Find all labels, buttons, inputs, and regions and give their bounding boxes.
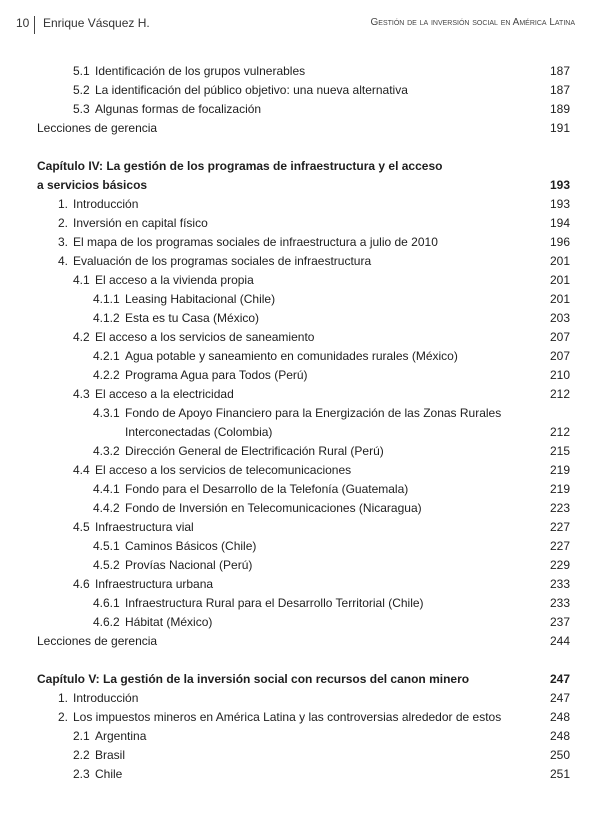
toc-entry-text: Interconectadas (Colombia) — [125, 425, 273, 439]
toc-entry-page: 250 — [549, 748, 570, 762]
toc-entry[interactable] — [0, 613, 600, 632]
toc-entry-label — [93, 366, 528, 385]
toc-entry-page: 233 — [549, 596, 570, 610]
chapter-title-text: Capítulo V: La gestión de la inversión social con recursos del canon minero — [37, 672, 470, 686]
toc-entry-number: 4.3 — [73, 387, 90, 401]
toc-entry-number: 4.1 — [73, 273, 90, 287]
section-gap — [0, 651, 600, 670]
toc-entry-page: 212 — [549, 387, 570, 401]
toc-entry-text: El acceso a los servicios de saneamiento — [95, 330, 315, 344]
toc-entry-label — [93, 347, 528, 366]
toc-entry-label — [37, 632, 528, 651]
toc-entry-label — [73, 575, 528, 594]
toc-entry[interactable] — [0, 556, 600, 575]
toc-entry-text: Lecciones de gerencia — [37, 634, 158, 648]
toc-entry-label — [73, 81, 528, 100]
toc-entry-number: 4.3.1 — [93, 406, 120, 420]
toc-entry-text: El acceso a la vivienda propia — [95, 273, 254, 287]
toc-entry-number: 4.4 — [73, 463, 90, 477]
toc-entry-text: Identificación de los grupos vulnerables — [95, 64, 306, 78]
toc-entry[interactable] — [0, 271, 600, 290]
toc-entry-label — [125, 423, 528, 442]
toc-entry[interactable] — [0, 594, 600, 613]
toc-entry-label — [58, 214, 528, 233]
chapter-title-cont[interactable] — [0, 176, 600, 195]
toc-entry-text: Infraestructura vial — [95, 520, 194, 534]
toc-entry-label — [58, 195, 528, 214]
toc-entry-page: 201 — [549, 273, 570, 287]
toc-entry-text: Fondo de Apoyo Financiero para la Energización de las Zonas Rurales — [125, 406, 502, 420]
toc-entry-label — [93, 499, 528, 518]
toc-entry-page: 201 — [549, 254, 570, 268]
toc-entry[interactable] — [0, 746, 600, 765]
toc-entry-number: 1. — [58, 691, 69, 705]
toc-entry-page: 207 — [549, 349, 570, 363]
toc-entry-label — [93, 613, 528, 632]
toc-entry-label — [58, 252, 528, 271]
toc-entry-text: Caminos Básicos (Chile) — [125, 539, 257, 553]
toc-entry[interactable] — [0, 81, 600, 100]
toc-entry-number: 4.1.1 — [93, 292, 120, 306]
toc-entry-page: 219 — [549, 482, 570, 496]
toc-entry-text: Introducción — [73, 197, 139, 211]
running-title: Gestión de la inversión social en América Latina — [370, 17, 575, 28]
toc-entry[interactable] — [0, 537, 600, 556]
toc-entry-text: Chile — [95, 767, 123, 781]
toc-entry-number: 2. — [58, 216, 69, 230]
toc-entry[interactable] — [0, 423, 600, 442]
chapter-page: 247 — [549, 672, 570, 686]
toc-entry[interactable] — [0, 214, 600, 233]
toc-entry-number: 3. — [58, 235, 69, 249]
toc-entry[interactable] — [0, 499, 600, 518]
chapter-4 — [0, 157, 600, 651]
toc-entry-text: Argentina — [95, 729, 147, 743]
toc-entry-number: 4.2 — [73, 330, 90, 344]
toc-entry-text: Introducción — [73, 691, 139, 705]
toc-entry-text: El acceso a la electricidad — [95, 387, 234, 401]
toc-entry-number: 4.3.2 — [93, 444, 120, 458]
toc-entry-label — [93, 480, 528, 499]
toc-entry-label — [73, 328, 528, 347]
toc-entry-text: Hábitat (México) — [125, 615, 213, 629]
toc-entry[interactable] — [0, 632, 600, 651]
toc-entry-label — [93, 290, 528, 309]
toc-entry-text: Provías Nacional (Perú) — [125, 558, 253, 572]
toc-entry-number: 4.1.2 — [93, 311, 120, 325]
toc-entry-page: 247 — [549, 691, 570, 705]
toc-entry-page: 223 — [549, 501, 570, 515]
toc-entry-number: 4.5.1 — [93, 539, 120, 553]
chapter-4-entries — [0, 195, 600, 651]
toc-entry-label — [73, 100, 528, 119]
toc-entry-text: Agua potable y saneamiento en comunidades rurales (México) — [125, 349, 458, 363]
toc-entry-number: 2.2 — [73, 748, 90, 762]
toc-entry-label — [73, 271, 528, 290]
toc-entry-page: 248 — [549, 729, 570, 743]
toc-entry-label — [73, 746, 528, 765]
toc-entry-text: Infraestructura Rural para el Desarrollo Territorial (Chile) — [125, 596, 424, 610]
toc-entry-label — [73, 727, 528, 746]
toc-entry-number: 2.3 — [73, 767, 90, 781]
toc-section-continued — [0, 62, 600, 138]
toc-entry-text: Los impuestos mineros en América Latina y las controversias alrededor de estos — [73, 710, 502, 724]
toc-entry-label — [93, 404, 570, 423]
chapter-5 — [0, 670, 600, 784]
toc-entry-page: 201 — [549, 292, 570, 306]
toc-entry-label — [93, 442, 528, 461]
toc-entry[interactable] — [0, 689, 600, 708]
toc-entry-label — [93, 537, 528, 556]
toc-entry-number: 2. — [58, 710, 69, 724]
toc-entry-page: 237 — [549, 615, 570, 629]
section-gap — [0, 138, 600, 157]
toc-entry-text: El acceso a los servicios de telecomunicaciones — [95, 463, 352, 477]
toc-entry-page: 191 — [549, 121, 570, 135]
toc-entry-number: 4.6.1 — [93, 596, 120, 610]
toc-entry[interactable] — [0, 765, 600, 784]
toc-entry-page: 210 — [549, 368, 570, 382]
toc-entry[interactable] — [0, 404, 600, 423]
toc-entry[interactable] — [0, 62, 600, 81]
toc-entry-label — [58, 708, 528, 727]
toc-entry[interactable] — [0, 233, 600, 252]
toc-entry-page: 233 — [549, 577, 570, 591]
toc-entry-text: Dirección General de Electrificación Rural (Perú) — [125, 444, 384, 458]
toc-entry-number: 4.5 — [73, 520, 90, 534]
toc-entry[interactable] — [0, 461, 600, 480]
toc-entry-page: 244 — [549, 634, 570, 648]
toc-entry[interactable] — [0, 309, 600, 328]
toc-entry-page: 227 — [549, 539, 570, 553]
author-name: Enrique Vásquez H. — [43, 16, 150, 30]
toc-entry-text: Programa Agua para Todos (Perú) — [125, 368, 308, 382]
toc-entry-page: 219 — [549, 463, 570, 477]
toc-entry-page: 229 — [549, 558, 570, 572]
chapter-5-entries — [0, 689, 600, 784]
toc-entry-number: 4. — [58, 254, 69, 268]
toc-entry-label — [58, 689, 528, 708]
toc-entry-page: 189 — [549, 102, 570, 116]
toc-entry-label — [93, 594, 528, 613]
toc-entry-text: Brasil — [95, 748, 126, 762]
toc-entry-label — [73, 62, 528, 81]
chapter-title-line-1: Capítulo IV: La gestión de los programas de infraestructura y el acceso — [37, 159, 443, 173]
toc-entry-label — [93, 556, 528, 575]
toc-entry[interactable] — [0, 252, 600, 271]
toc-entry-text: Infraestructura urbana — [95, 577, 214, 591]
chapter-title[interactable] — [0, 670, 600, 689]
toc-entry-number: 2.1 — [73, 729, 90, 743]
toc-entry-number: 1. — [58, 197, 69, 211]
toc-entry-page: 187 — [549, 83, 570, 97]
toc-entry-page: 212 — [549, 425, 570, 439]
toc-entry-page: 248 — [549, 710, 570, 724]
toc-entry-number: 4.6 — [73, 577, 90, 591]
page-number: 10 — [16, 16, 30, 30]
toc-entry[interactable] — [0, 708, 600, 727]
chapter-page: 193 — [549, 178, 570, 192]
toc-entry[interactable] — [0, 290, 600, 309]
toc-entry-page: 227 — [549, 520, 570, 534]
toc-entry[interactable] — [0, 119, 600, 138]
toc-entry-page: 196 — [549, 235, 570, 249]
toc-entry-number: 4.2.1 — [93, 349, 120, 363]
toc-entry-number: 5.3 — [73, 102, 90, 116]
table-of-contents — [0, 62, 600, 784]
toc-entry-page: 251 — [549, 767, 570, 781]
toc-entry-number: 4.4.1 — [93, 482, 120, 496]
toc-entry[interactable] — [0, 347, 600, 366]
toc-entry[interactable] — [0, 385, 600, 404]
toc-entry-text: Esta es tu Casa (México) — [125, 311, 260, 325]
toc-entry-page: 194 — [549, 216, 570, 230]
toc-entry-label — [73, 385, 528, 404]
toc-entry-text: La identificación del público objetivo: una nueva alternativa — [95, 83, 408, 97]
toc-entry-page: 215 — [549, 444, 570, 458]
toc-entry-label — [73, 518, 528, 537]
toc-entry[interactable] — [0, 366, 600, 385]
toc-entry-text: Fondo de Inversión en Telecomunicaciones (Nicaragua) — [125, 501, 422, 515]
toc-entry-number: 4.4.2 — [93, 501, 120, 515]
toc-entry-label — [93, 309, 528, 328]
toc-entry[interactable] — [0, 100, 600, 119]
toc-entry[interactable] — [0, 442, 600, 461]
toc-entry-label — [73, 461, 528, 480]
header-separator — [34, 16, 35, 34]
toc-entry-text: Inversión en capital físico — [73, 216, 208, 230]
page-header — [0, 16, 600, 36]
toc-entry-page: 207 — [549, 330, 570, 344]
chapter-title-line-2: a servicios básicos — [37, 178, 148, 192]
toc-entry-label — [37, 119, 528, 138]
toc-entry[interactable] — [0, 727, 600, 746]
toc-entry-number: 4.5.2 — [93, 558, 120, 572]
toc-entry-text: El mapa de los programas sociales de infraestructura a julio de 2010 — [73, 235, 438, 249]
toc-entry-page: 203 — [549, 311, 570, 325]
toc-entry-number: 5.2 — [73, 83, 90, 97]
toc-entry-page: 187 — [549, 64, 570, 78]
toc-entry-number: 5.1 — [73, 64, 90, 78]
toc-entry-text: Lecciones de gerencia — [37, 121, 158, 135]
toc-entry-text: Evaluación de los programas sociales de infraestructura — [73, 254, 372, 268]
toc-entry[interactable] — [0, 480, 600, 499]
toc-entry-label — [73, 765, 528, 784]
toc-entry-label — [58, 233, 528, 252]
toc-entry[interactable] — [0, 195, 600, 214]
toc-entry-text: Leasing Habitacional (Chile) — [125, 292, 276, 306]
toc-entry[interactable] — [0, 518, 600, 537]
toc-entry-page: 193 — [549, 197, 570, 211]
toc-entry-number: 4.2.2 — [93, 368, 120, 382]
toc-entry[interactable] — [0, 328, 600, 347]
toc-entry-text: Fondo para el Desarrollo de la Telefonía (Guatemala) — [125, 482, 409, 496]
chapter-title[interactable] — [0, 157, 600, 176]
toc-entry[interactable] — [0, 575, 600, 594]
toc-entry-text: Algunas formas de focalización — [95, 102, 262, 116]
toc-entry-number: 4.6.2 — [93, 615, 120, 629]
